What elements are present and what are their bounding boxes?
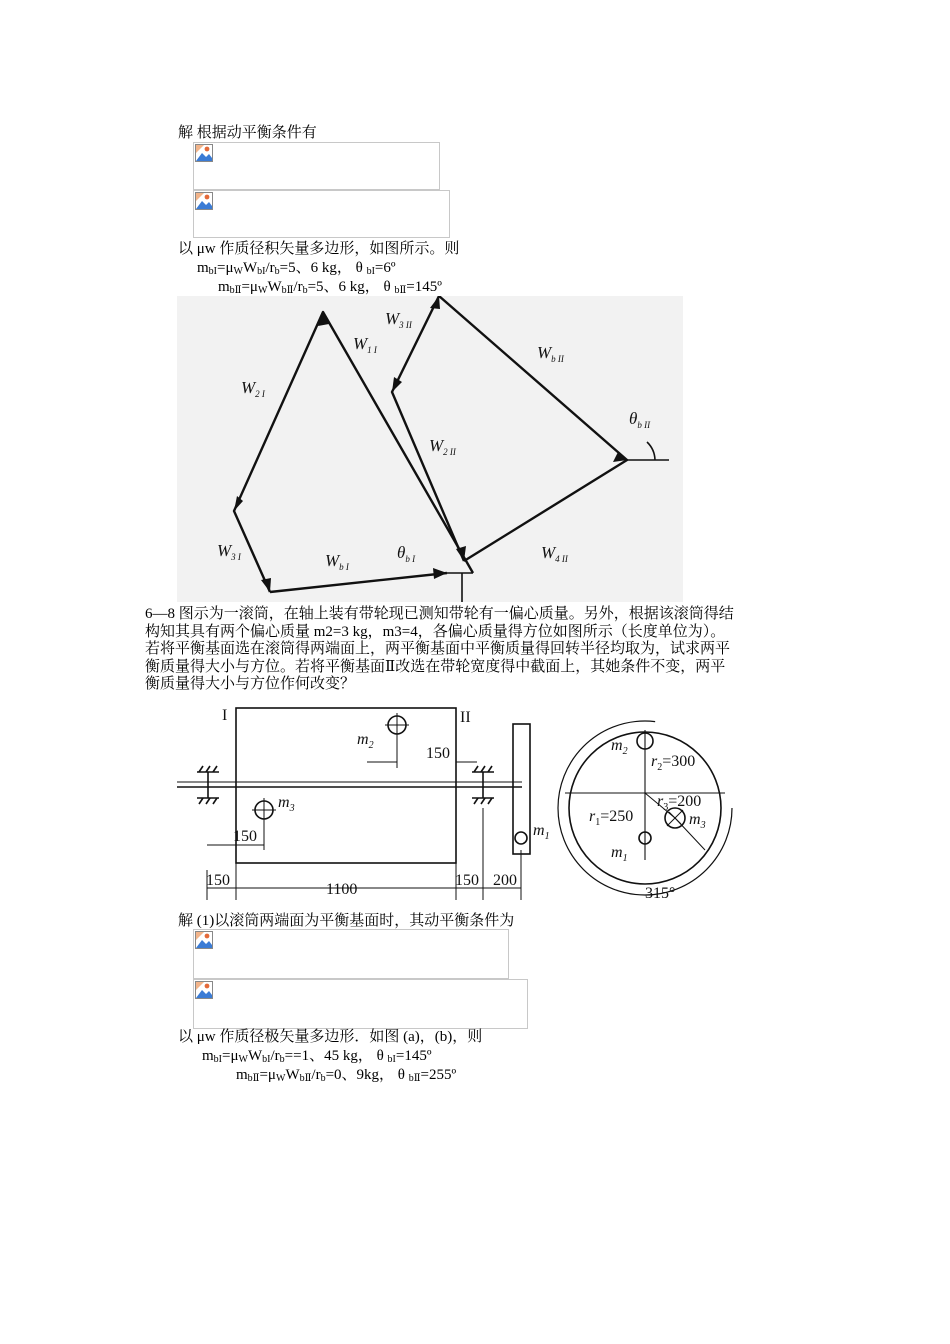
label-W31: $W_{3 I}$ <box>217 541 241 562</box>
label-W21: $W_{2 I}$ <box>241 378 265 399</box>
bearing-right <box>472 766 494 804</box>
vector-polygon-figure <box>177 296 683 602</box>
plane-I-label: I <box>222 707 228 724</box>
label-theta-b1: $\theta_{b I}$ <box>397 543 416 564</box>
label-W4II: $W_{4 II}$ <box>541 543 568 564</box>
label-Wb1: $W_{b I}$ <box>325 551 349 572</box>
polygon-description-1: 以 μw 作质径积矢量多边形，如图所示。则 <box>178 241 460 257</box>
problem-line-4: 衡质量得大小与方位。若将平衡基面Ⅱ改选在带轮宽度得中截面上，其她条件不变，两平 <box>145 658 726 675</box>
drum-figure <box>177 700 747 910</box>
problem-line-3: 若将平衡基面选在滚筒得两端面上，两平衡基面中平衡质量得回转半径均取为，试求两平 <box>145 641 731 658</box>
label-m1-pulley: $m_1$ <box>533 822 550 842</box>
dim-150-mid: 150 <box>233 828 257 845</box>
label-W3II: $W_{3 II}$ <box>385 309 412 330</box>
label-m2-drum: $m_2$ <box>357 731 374 751</box>
end-label-r2: $r_2=300$ <box>651 753 696 773</box>
polygon-description-2: 以 μw 作质径极矢量多边形．如图 (a)，(b)，则 <box>178 1029 483 1045</box>
dim-150-left: 150 <box>206 872 230 889</box>
problem-line-5: 衡质量得大小与方位作何改变？ <box>145 676 356 693</box>
end-label-m3: $m_3$ <box>689 811 706 831</box>
dim-200: 200 <box>493 872 517 889</box>
end-label-r3: $r_3=200$ <box>657 793 702 813</box>
label-m3-drum: $m_3$ <box>278 794 295 814</box>
label-WbII: $W_{b II}$ <box>537 343 564 364</box>
label-W11: $W_{1 I}$ <box>353 334 377 355</box>
bearing-left <box>197 766 219 804</box>
end-label-r1: $r_1=250$ <box>589 808 634 828</box>
broken-image-icon <box>195 981 213 999</box>
solution-intro-1: 解 根据动平衡条件有 <box>178 125 317 141</box>
equation-image-placeholder-4 <box>193 979 528 1029</box>
equation-image-placeholder-2 <box>193 190 450 238</box>
broken-image-icon <box>195 931 213 949</box>
dim-150-top: 150 <box>426 745 450 762</box>
mass-m1-pulley <box>515 832 527 844</box>
result-mbI-2: $m_{bI}=\mu_WW_{bI}/r_b==1$、45 kg， θ $_{bI}$=145º <box>202 1048 432 1065</box>
dim-1100: 1100 <box>326 881 358 898</box>
drum-body <box>236 708 456 863</box>
result-mbII-2: $m_{bⅡ}=\mu_WW_{bⅡ}/r_b=0$、9kg， θ $_{bⅡ}$=255º <box>236 1067 457 1084</box>
end-label-m2: $m_2$ <box>611 737 628 757</box>
result-mbI-1: $m_{bI}=\mu_WW_{bI}/r_b=5$、6 kg， θ $_{bI}$=6º <box>197 260 396 277</box>
dim-150-right: 150 <box>455 872 479 889</box>
label-W2II: $W_{2 II}$ <box>429 436 456 457</box>
equation-image-placeholder-1 <box>193 142 440 190</box>
broken-image-icon <box>195 192 213 210</box>
plane-II-label: II <box>460 709 471 726</box>
problem-line-1: 6—8 图示为一滚筒，在轴上装有带轮现已测知带轮有一偏心质量。另外，根据该滚筒得结 <box>145 606 734 622</box>
solution-intro-2: 解 (1)以滚筒两端面为平衡基面时，其动平衡条件为 <box>178 913 515 929</box>
end-label-m1: $m_1$ <box>611 844 628 864</box>
result-mbII-1: $m_{bⅡ}=\mu_WW_{bⅡ}/r_b=5$、6 kg， θ $_{bⅡ}$=145º <box>218 279 442 296</box>
equation-image-placeholder-3 <box>193 929 509 979</box>
problem-statement <box>145 606 810 694</box>
broken-image-icon <box>195 144 213 162</box>
end-label-angle: 315° <box>645 885 676 902</box>
label-theta-bII: $\theta_{b II}$ <box>629 409 651 430</box>
problem-line-2: 构知其具有两个偏心质量 m2=3 kg，m3=4，各偏心质量得方位如图所示（长度单位为）。 <box>145 623 726 640</box>
